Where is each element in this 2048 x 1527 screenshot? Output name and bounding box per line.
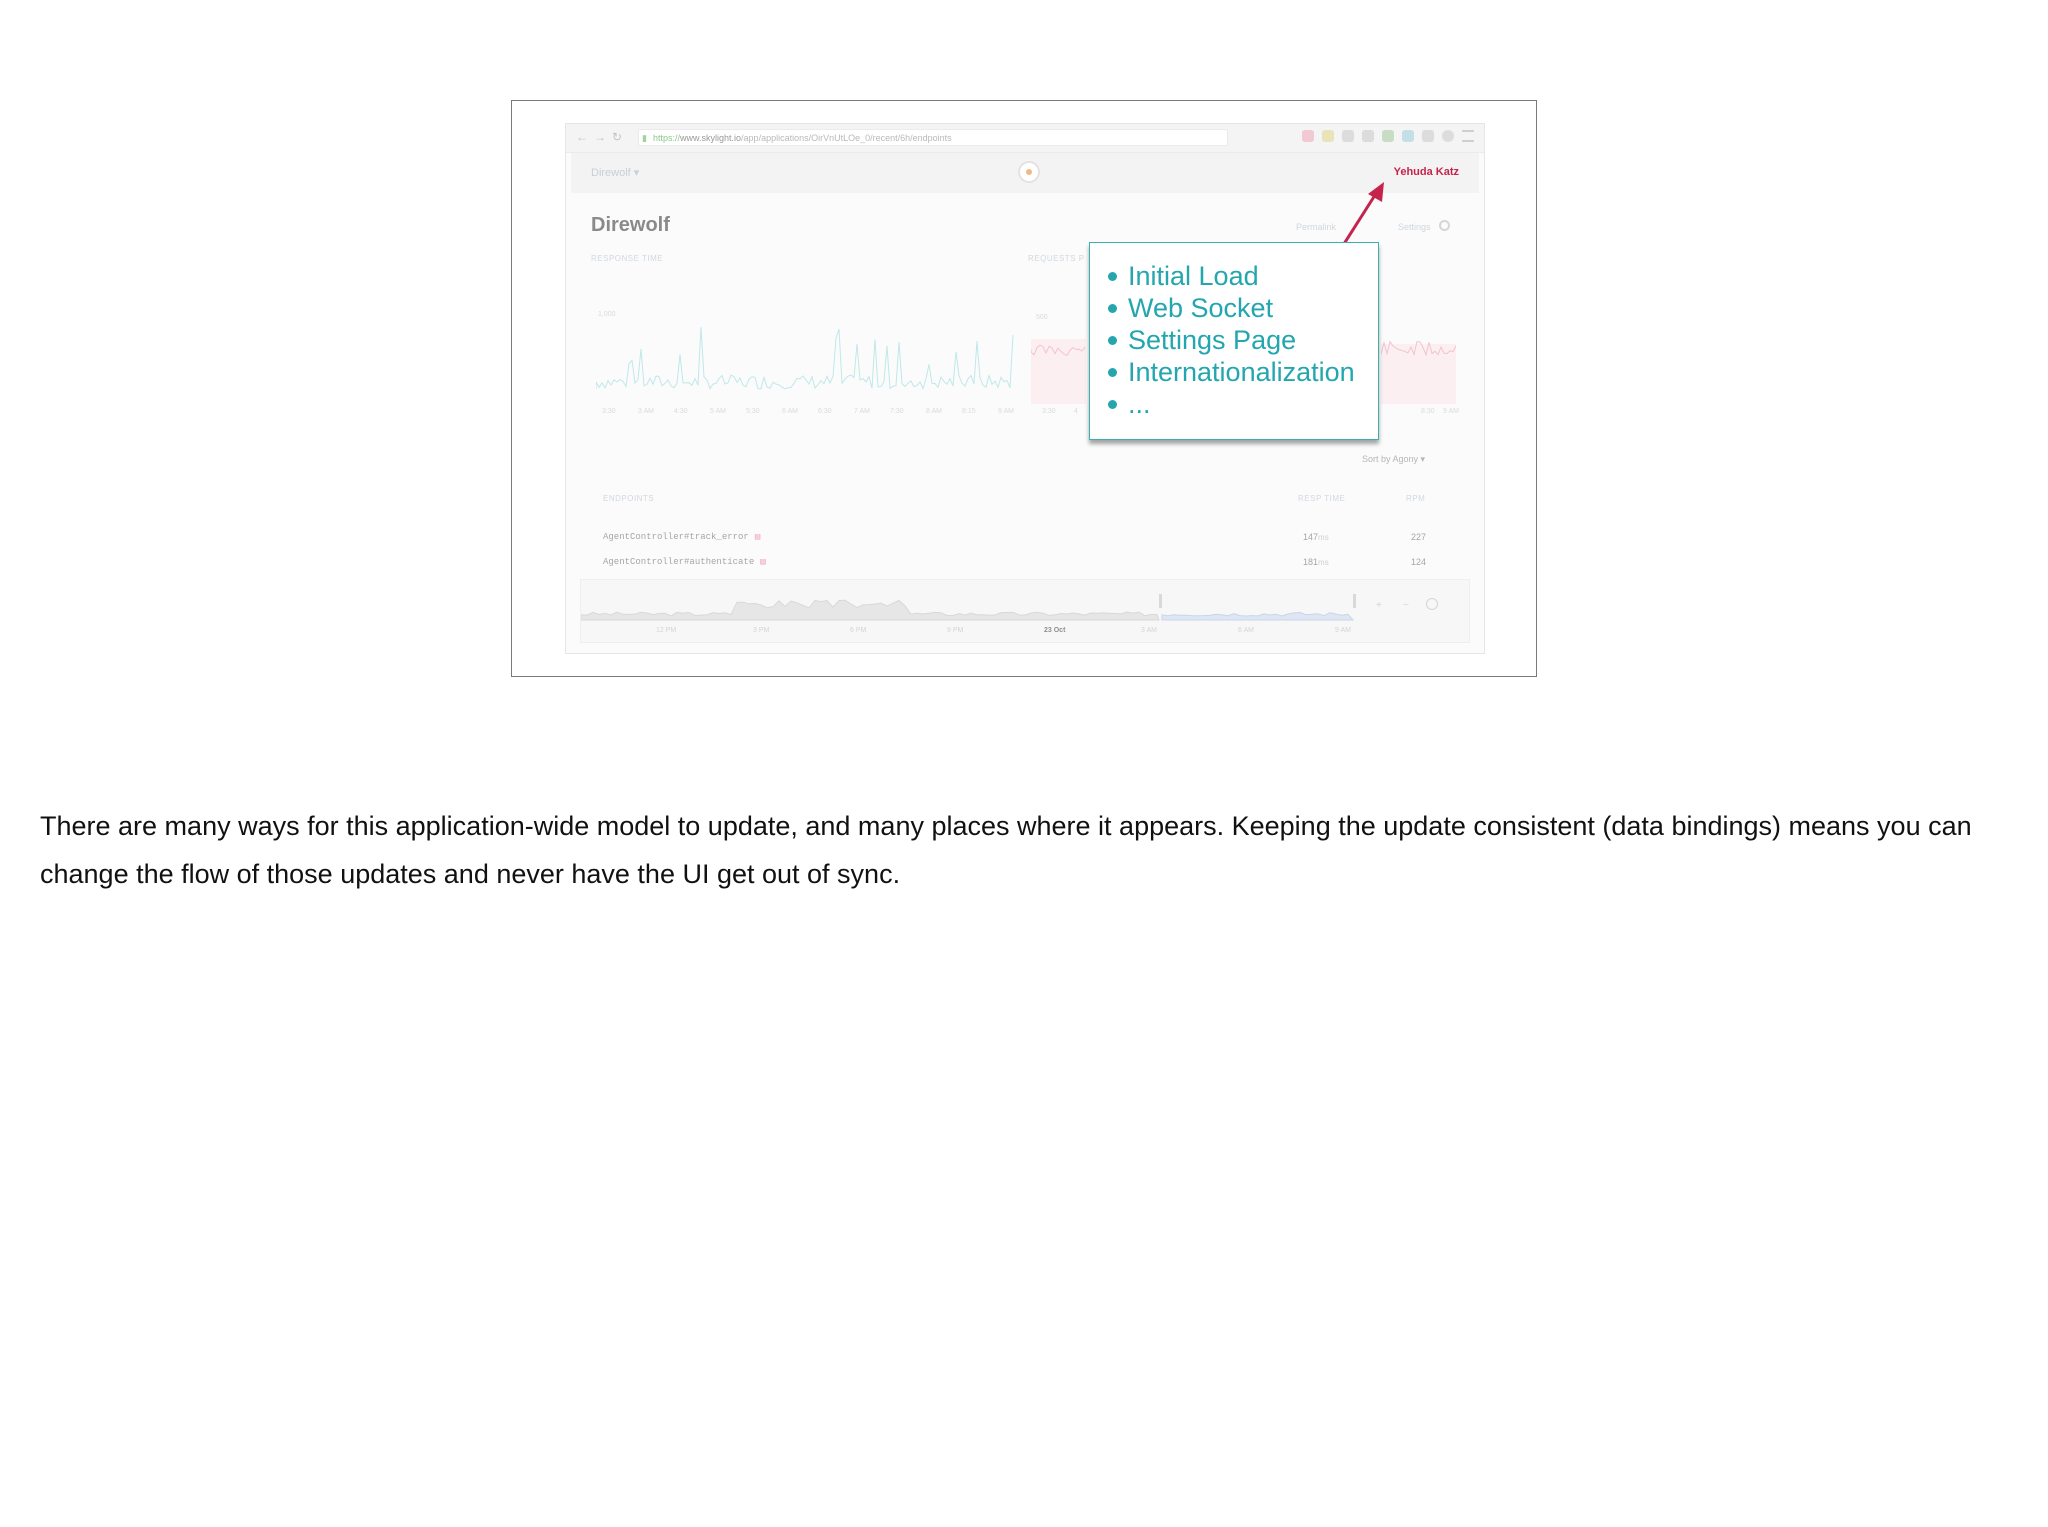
extension-icons (1302, 130, 1474, 142)
endpoint-name: AgentController#track_error (603, 532, 749, 542)
arrow-head (1368, 182, 1384, 202)
endpoints-header: ENDPOINTS (603, 494, 655, 503)
endpoint-row[interactable] (603, 557, 766, 567)
extension-icon[interactable] (1422, 130, 1434, 142)
url-path: /app/applications/OirVnUtLOe_0/recent/6h/endpoints (741, 133, 952, 143)
response-x-tick: 3 AM (638, 408, 654, 415)
resp-time-header[interactable]: RESP TIME (1298, 494, 1346, 503)
menu-icon[interactable] (1462, 130, 1474, 142)
user-menu[interactable]: Yehuda Katz (1393, 166, 1459, 178)
callout-list (1090, 243, 1378, 420)
sort-dropdown[interactable]: Sort by Agony ▾ (1362, 454, 1426, 464)
timeline-scrubber[interactable] (580, 579, 1470, 643)
trash-icon[interactable]: ▤ (754, 532, 761, 542)
timeline-tick: 12 PM (656, 627, 677, 634)
callout-box (1089, 242, 1379, 440)
response-x-tick: 8 AM (926, 408, 942, 415)
forward-arrow-icon[interactable]: → (594, 130, 606, 144)
response-x-tick: 7 AM (854, 408, 870, 415)
skylight-logo[interactable] (1018, 161, 1040, 183)
endpoint-rpm: 124 (1411, 557, 1427, 567)
response-x-tick: 8:15 (962, 408, 976, 415)
url-host: www.skylight.io (680, 133, 742, 143)
response-time-series (596, 327, 1013, 389)
response-x-tick: 6:30 (818, 408, 832, 415)
response-x-tick: 5 AM (710, 408, 726, 415)
timeline-handle-right[interactable] (1353, 594, 1356, 608)
endpoint-resp-time: 147ms (1303, 532, 1329, 542)
timeline-handle-left[interactable] (1159, 594, 1162, 608)
callout-item: ... (1108, 388, 1378, 420)
timeline-area (581, 600, 1159, 620)
requests-x-tick: 9 AM (1443, 408, 1459, 415)
timeline-tick: 3 AM (1141, 627, 1157, 634)
extension-icon[interactable] (1362, 130, 1374, 142)
extension-icon[interactable] (1302, 130, 1314, 142)
response-x-tick: 5:30 (746, 408, 760, 415)
response-time-chart (596, 319, 1014, 399)
trash-icon[interactable]: ▤ (760, 557, 766, 567)
clock-icon[interactable] (1426, 598, 1438, 610)
extension-icon[interactable] (1402, 130, 1414, 142)
extension-icon[interactable] (1382, 130, 1394, 142)
response-x-tick: 7:30 (890, 408, 904, 415)
requests-chart-left (1031, 329, 1086, 404)
pocket-icon[interactable] (1342, 130, 1354, 142)
response-x-tick: 6 AM (782, 408, 798, 415)
back-arrow-icon[interactable]: ← (576, 130, 588, 144)
gear-icon[interactable] (1439, 220, 1450, 231)
callout-item: Web Socket (1108, 292, 1378, 324)
response-time-label: RESPONSE TIME (591, 254, 664, 263)
timeline-tick: 9 PM (947, 627, 964, 634)
callout-item: Settings Page (1108, 324, 1378, 356)
timeline-sparkline (581, 580, 1471, 625)
info-icon[interactable] (1442, 130, 1454, 142)
requests-label: REQUESTS P (1028, 254, 1085, 263)
endpoint-row[interactable] (603, 532, 760, 542)
zoom-out-icon[interactable]: − (1403, 600, 1409, 611)
lock-icon: ▮ (642, 133, 647, 143)
url-scheme: https:// (653, 133, 681, 143)
permalink-link[interactable]: Permalink (1296, 222, 1337, 232)
requests-chart-right (1381, 329, 1456, 404)
address-bar[interactable] (638, 129, 1228, 146)
rpm-header[interactable]: RPM (1406, 494, 1426, 503)
timeline-tick: 23 Oct (1044, 627, 1066, 634)
timeline-tick: 6 PM (850, 627, 867, 634)
response-y-max: 1,000 (598, 311, 616, 318)
reload-icon[interactable]: ↻ (612, 130, 623, 144)
endpoint-resp-time: 181ms (1303, 557, 1329, 567)
response-x-tick: 3:30 (602, 408, 616, 415)
endpoint-rpm: 227 (1411, 532, 1427, 542)
endpoint-name: AgentController#authenticate (603, 557, 755, 567)
slide-caption: There are many ways for this application-wide model to update, and many places where it appears. Keeping the update consistent (data bindings) means you can change the flow of those updates and never have the UI get out of sync. (40, 811, 1972, 889)
requests-x-tick: 3:30 (1042, 408, 1056, 415)
response-x-tick: 4:30 (674, 408, 688, 415)
app-switcher[interactable]: Direwolf ▾ (591, 167, 640, 179)
zoom-in-icon[interactable]: + (1376, 600, 1382, 611)
timeline-selection (1162, 613, 1353, 621)
page-title: Direwolf (591, 214, 670, 236)
requests-x-tick: 4 (1074, 408, 1078, 415)
settings-link[interactable]: Settings (1398, 222, 1431, 232)
response-x-tick: 9 AM (998, 408, 1014, 415)
extension-icon[interactable] (1322, 130, 1334, 142)
timeline-tick: 6 AM (1238, 627, 1254, 634)
timeline-tick: 3 PM (753, 627, 770, 634)
requests-x-tick: 8:30 (1421, 408, 1435, 415)
callout-item: Initial Load (1108, 260, 1378, 292)
callout-item: Internationalization (1108, 356, 1378, 388)
timeline-tick: 9 AM (1335, 627, 1351, 634)
browser-toolbar (566, 124, 1484, 153)
requests-y-max: 500 (1036, 314, 1048, 321)
